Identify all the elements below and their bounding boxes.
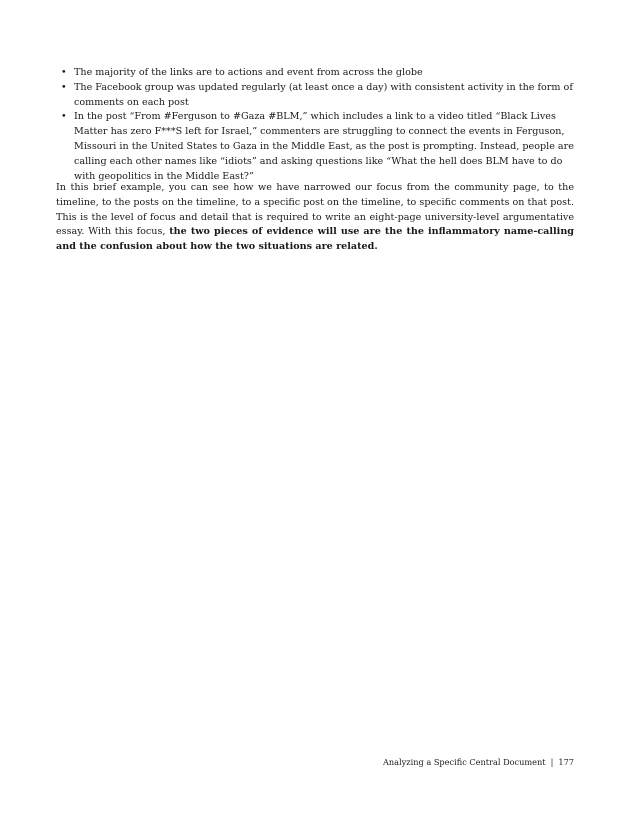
bullet-list [58,66,574,184]
paragraph-text: In this brief example, you can see how we have narrowed our focus from the community page, to the timeline, to the posts on the timeline, to a specific post on the timeline, to specific comments on that post. This is the level of focus and detail that is required to write an eight-page university-level argumentative essay. With this focus, [56,182,574,238]
footer-title: Analyzing a Specific Central Document [382,757,546,767]
bullet-icon: • [61,81,67,93]
bullet-text: The majority of the links are to actions and event from across the globe [74,67,423,78]
footer-separator: | [550,757,554,767]
bullet-text: The Facebook group was updated regularly (at least once a day) with consistent activity in the form of comments on each post [74,81,573,108]
bullet-item [58,66,574,81]
body-paragraph [56,181,574,255]
bullet-icon: • [61,111,67,123]
page-footer [383,756,574,768]
bullet-icon: • [61,67,67,78]
page-number: 177 [558,757,574,767]
paragraph-bold-text: the two pieces of evidence will use are the the inflammatory name-calling and the confusion about how the two situations are related. [56,226,575,253]
bullet-item [58,110,574,184]
bullet-item [58,81,574,111]
bullet-text: In the post “From #Ferguson to #Gaza #BLM,” which includes a link to a video titled “Black Lives Matter has zero F***S left for Israel,” commenters are struggling to connect the events in Ferguson, Missouri in the United States to Gaza in the Middle East, as the post is prompting. Instead, people are calling each other names like “idiots” and asking questions like “What the hell does BLM have to do with geopolitics in the Middle East?” [74,111,574,182]
